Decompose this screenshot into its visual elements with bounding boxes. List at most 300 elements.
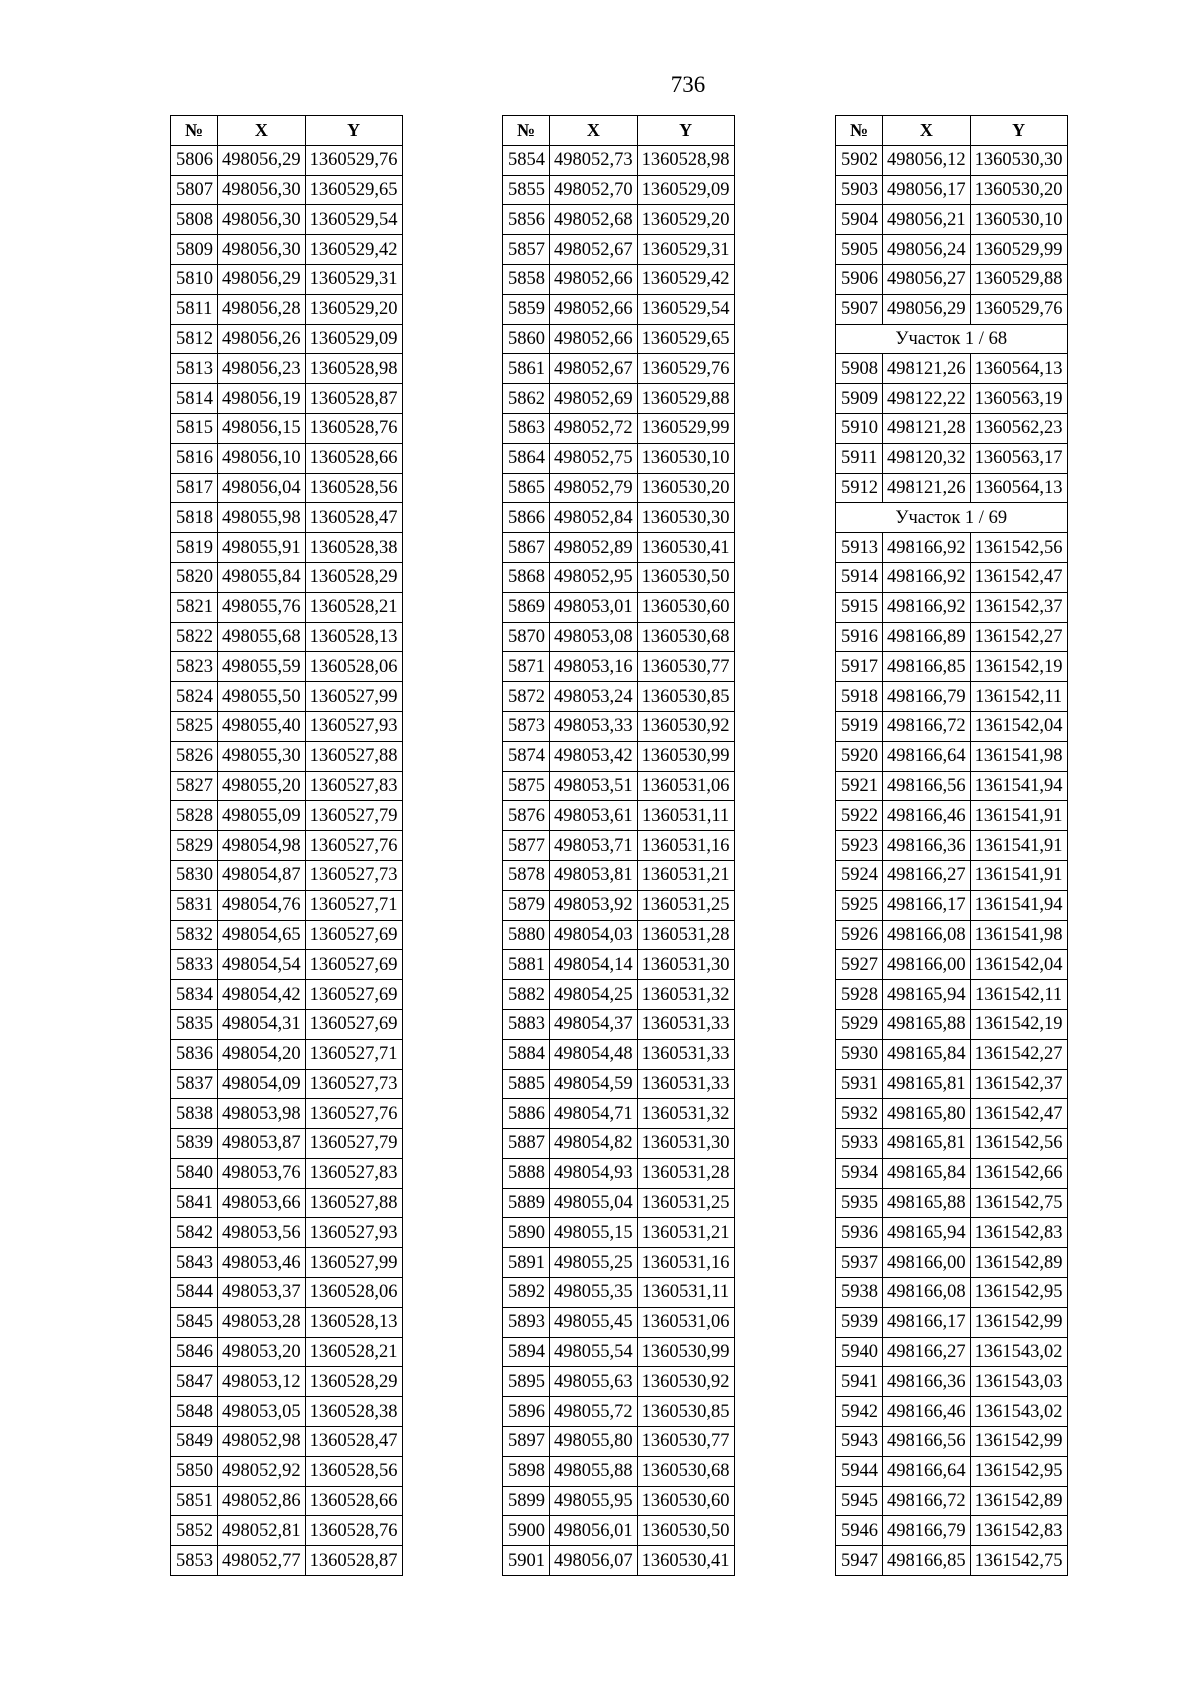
- y-coordinate: 1361542,95: [970, 1278, 1067, 1308]
- x-coordinate: 498053,92: [550, 890, 638, 920]
- point-number: 5896: [503, 1397, 550, 1427]
- table-row: [503, 980, 735, 1010]
- x-coordinate: 498121,26: [883, 473, 971, 503]
- y-coordinate: 1361542,19: [970, 652, 1067, 682]
- point-number: 5947: [836, 1546, 883, 1576]
- y-coordinate: 1360528,76: [305, 1516, 402, 1546]
- x-coordinate: 498166,36: [883, 1367, 971, 1397]
- point-number: 5811: [171, 294, 218, 324]
- x-coordinate: 498052,66: [550, 324, 638, 354]
- x-coordinate: 498166,08: [883, 1278, 971, 1308]
- table-row: [836, 890, 1068, 920]
- point-number: 5935: [836, 1188, 883, 1218]
- x-coordinate: 498055,30: [218, 741, 306, 771]
- table-row: [836, 592, 1068, 622]
- point-number: 5808: [171, 205, 218, 235]
- x-coordinate: 498053,16: [550, 652, 638, 682]
- y-coordinate: 1361542,75: [970, 1188, 1067, 1218]
- table-row: [503, 1307, 735, 1337]
- table-row: [171, 294, 403, 324]
- y-coordinate: 1360531,16: [637, 1248, 734, 1278]
- y-coordinate: 1360531,30: [637, 950, 734, 980]
- y-coordinate: 1361542,37: [970, 592, 1067, 622]
- y-coordinate: 1360530,41: [637, 1546, 734, 1576]
- table-row: [836, 1188, 1068, 1218]
- x-coordinate: 498054,09: [218, 1069, 306, 1099]
- table-header-row: [503, 116, 735, 146]
- y-coordinate: 1360527,76: [305, 831, 402, 861]
- table-row: [836, 1009, 1068, 1039]
- table-row: [836, 384, 1068, 414]
- table-row: [171, 682, 403, 712]
- header-y: Y: [637, 116, 734, 146]
- table-row: [503, 443, 735, 473]
- table-row: [836, 1248, 1068, 1278]
- point-number: 5822: [171, 622, 218, 652]
- point-number: 5885: [503, 1069, 550, 1099]
- y-coordinate: 1360528,66: [305, 1486, 402, 1516]
- table-row: [171, 354, 403, 384]
- x-coordinate: 498055,59: [218, 652, 306, 682]
- header-number: №: [171, 116, 218, 146]
- table-row: [503, 741, 735, 771]
- table-row: [503, 771, 735, 801]
- point-number: 5911: [836, 443, 883, 473]
- section-header-row: [836, 503, 1068, 533]
- point-number: 5886: [503, 1099, 550, 1129]
- y-coordinate: 1360531,16: [637, 831, 734, 861]
- table-row: [171, 145, 403, 175]
- y-coordinate: 1360529,09: [637, 175, 734, 205]
- y-coordinate: 1360529,20: [637, 205, 734, 235]
- point-number: 5869: [503, 592, 550, 622]
- point-number: 5888: [503, 1158, 550, 1188]
- table-row: [836, 235, 1068, 265]
- table-row: [503, 503, 735, 533]
- table-row: [836, 860, 1068, 890]
- point-number: 5880: [503, 920, 550, 950]
- y-coordinate: 1360528,38: [305, 1397, 402, 1427]
- y-coordinate: 1360531,11: [637, 801, 734, 831]
- table-row: [503, 413, 735, 443]
- y-coordinate: 1360528,13: [305, 1307, 402, 1337]
- y-coordinate: 1360530,68: [637, 622, 734, 652]
- point-number: 5860: [503, 324, 550, 354]
- x-coordinate: 498054,93: [550, 1158, 638, 1188]
- y-coordinate: 1360531,30: [637, 1129, 734, 1159]
- x-coordinate: 498120,32: [883, 443, 971, 473]
- header-x: X: [218, 116, 306, 146]
- x-coordinate: 498056,30: [218, 205, 306, 235]
- x-coordinate: 498053,46: [218, 1248, 306, 1278]
- table-row: [836, 1337, 1068, 1367]
- point-number: 5841: [171, 1188, 218, 1218]
- x-coordinate: 498056,23: [218, 354, 306, 384]
- table-row: [836, 264, 1068, 294]
- x-coordinate: 498166,17: [883, 890, 971, 920]
- point-number: 5864: [503, 443, 550, 473]
- x-coordinate: 498052,98: [218, 1427, 306, 1457]
- x-coordinate: 498053,12: [218, 1367, 306, 1397]
- y-coordinate: 1361541,91: [970, 860, 1067, 890]
- table-row: [836, 1069, 1068, 1099]
- point-number: 5843: [171, 1248, 218, 1278]
- x-coordinate: 498056,26: [218, 324, 306, 354]
- table-row: [503, 1397, 735, 1427]
- table-row: [836, 1158, 1068, 1188]
- point-number: 5859: [503, 294, 550, 324]
- point-number: 5847: [171, 1367, 218, 1397]
- y-coordinate: 1360528,76: [305, 413, 402, 443]
- point-number: 5910: [836, 413, 883, 443]
- table-row: [836, 950, 1068, 980]
- point-number: 5846: [171, 1337, 218, 1367]
- table-row: [503, 920, 735, 950]
- table-row: [503, 1486, 735, 1516]
- x-coordinate: 498052,69: [550, 384, 638, 414]
- x-coordinate: 498052,79: [550, 473, 638, 503]
- point-number: 5828: [171, 801, 218, 831]
- point-number: 5877: [503, 831, 550, 861]
- point-number: 5834: [171, 980, 218, 1010]
- x-coordinate: 498055,45: [550, 1307, 638, 1337]
- table-row: [171, 1158, 403, 1188]
- x-coordinate: 498053,51: [550, 771, 638, 801]
- y-coordinate: 1360562,23: [970, 413, 1067, 443]
- x-coordinate: 498166,17: [883, 1307, 971, 1337]
- x-coordinate: 498053,33: [550, 711, 638, 741]
- point-number: 5833: [171, 950, 218, 980]
- table-row: [836, 1516, 1068, 1546]
- point-number: 5817: [171, 473, 218, 503]
- point-number: 5898: [503, 1456, 550, 1486]
- y-coordinate: 1360530,20: [970, 175, 1067, 205]
- y-coordinate: 1360529,42: [637, 264, 734, 294]
- table-row: [171, 831, 403, 861]
- table-row: [171, 413, 403, 443]
- y-coordinate: 1360527,69: [305, 1009, 402, 1039]
- table-row: [503, 354, 735, 384]
- point-number: 5849: [171, 1427, 218, 1457]
- table-row: [171, 473, 403, 503]
- table-header-row: [171, 116, 403, 146]
- x-coordinate: 498166,79: [883, 682, 971, 712]
- point-number: 5856: [503, 205, 550, 235]
- x-coordinate: 498056,29: [218, 264, 306, 294]
- coordinate-table: [502, 115, 735, 1576]
- point-number: 5815: [171, 413, 218, 443]
- y-coordinate: 1360527,79: [305, 801, 402, 831]
- x-coordinate: 498166,56: [883, 771, 971, 801]
- x-coordinate: 498056,28: [218, 294, 306, 324]
- y-coordinate: 1361541,94: [970, 771, 1067, 801]
- table-row: [503, 264, 735, 294]
- point-number: 5939: [836, 1307, 883, 1337]
- table-row: [503, 592, 735, 622]
- point-number: 5875: [503, 771, 550, 801]
- x-coordinate: 498055,91: [218, 533, 306, 563]
- x-coordinate: 498053,05: [218, 1397, 306, 1427]
- point-number: 5930: [836, 1039, 883, 1069]
- table-row: [836, 1307, 1068, 1337]
- y-coordinate: 1360529,76: [305, 145, 402, 175]
- header-x: X: [883, 116, 971, 146]
- table-row: [171, 384, 403, 414]
- y-coordinate: 1361542,47: [970, 1099, 1067, 1129]
- point-number: 5901: [503, 1546, 550, 1576]
- table-row: [171, 503, 403, 533]
- x-coordinate: 498166,08: [883, 920, 971, 950]
- point-number: 5840: [171, 1158, 218, 1188]
- point-number: 5905: [836, 235, 883, 265]
- point-number: 5862: [503, 384, 550, 414]
- y-coordinate: 1360528,29: [305, 1367, 402, 1397]
- point-number: 5848: [171, 1397, 218, 1427]
- x-coordinate: 498166,64: [883, 741, 971, 771]
- point-number: 5884: [503, 1039, 550, 1069]
- table-row: [171, 443, 403, 473]
- table-row: [171, 950, 403, 980]
- section-title: Участок 1 / 69: [836, 503, 1068, 533]
- x-coordinate: 498052,66: [550, 294, 638, 324]
- table-row: [503, 860, 735, 890]
- table-row: [171, 1427, 403, 1457]
- table-row: [171, 205, 403, 235]
- x-coordinate: 498052,70: [550, 175, 638, 205]
- x-coordinate: 498053,01: [550, 592, 638, 622]
- table-row: [171, 711, 403, 741]
- table-row: [171, 175, 403, 205]
- table-row: [171, 801, 403, 831]
- x-coordinate: 498165,81: [883, 1069, 971, 1099]
- y-coordinate: 1361542,89: [970, 1248, 1067, 1278]
- point-number: 5838: [171, 1099, 218, 1129]
- point-number: 5881: [503, 950, 550, 980]
- point-number: 5928: [836, 980, 883, 1010]
- x-coordinate: 498054,20: [218, 1039, 306, 1069]
- point-number: 5878: [503, 860, 550, 890]
- x-coordinate: 498053,71: [550, 831, 638, 861]
- x-coordinate: 498056,01: [550, 1516, 638, 1546]
- x-coordinate: 498055,80: [550, 1427, 638, 1457]
- y-coordinate: 1360564,13: [970, 473, 1067, 503]
- coordinate-table: [835, 115, 1068, 1576]
- table-row: [503, 1367, 735, 1397]
- point-number: 5866: [503, 503, 550, 533]
- table-row: [171, 920, 403, 950]
- header-x: X: [550, 116, 638, 146]
- y-coordinate: 1360527,99: [305, 1248, 402, 1278]
- x-coordinate: 498053,37: [218, 1278, 306, 1308]
- point-number: 5900: [503, 1516, 550, 1546]
- point-number: 5814: [171, 384, 218, 414]
- x-coordinate: 498056,07: [550, 1546, 638, 1576]
- point-number: 5842: [171, 1218, 218, 1248]
- point-number: 5807: [171, 175, 218, 205]
- table-row: [171, 652, 403, 682]
- y-coordinate: 1360527,93: [305, 711, 402, 741]
- table-row: [503, 1427, 735, 1457]
- point-number: 5894: [503, 1337, 550, 1367]
- point-number: 5883: [503, 1009, 550, 1039]
- point-number: 5891: [503, 1248, 550, 1278]
- x-coordinate: 498055,09: [218, 801, 306, 831]
- table-row: [503, 652, 735, 682]
- y-coordinate: 1360530,99: [637, 741, 734, 771]
- x-coordinate: 498054,76: [218, 890, 306, 920]
- y-coordinate: 1360531,28: [637, 1158, 734, 1188]
- table-row: [171, 592, 403, 622]
- table-row: [503, 711, 735, 741]
- table-row: [171, 860, 403, 890]
- y-coordinate: 1360529,31: [637, 235, 734, 265]
- point-number: 5812: [171, 324, 218, 354]
- point-number: 5904: [836, 205, 883, 235]
- y-coordinate: 1361542,11: [970, 682, 1067, 712]
- section-header-row: [836, 324, 1068, 354]
- x-coordinate: 498055,63: [550, 1367, 638, 1397]
- x-coordinate: 498052,89: [550, 533, 638, 563]
- point-number: 5908: [836, 354, 883, 384]
- x-coordinate: 498052,68: [550, 205, 638, 235]
- x-coordinate: 498053,61: [550, 801, 638, 831]
- x-coordinate: 498053,87: [218, 1129, 306, 1159]
- table-row: [171, 1337, 403, 1367]
- x-coordinate: 498054,59: [550, 1069, 638, 1099]
- x-coordinate: 498165,84: [883, 1158, 971, 1188]
- x-coordinate: 498054,54: [218, 950, 306, 980]
- point-number: 5867: [503, 533, 550, 563]
- header-y: Y: [305, 116, 402, 146]
- point-number: 5929: [836, 1009, 883, 1039]
- x-coordinate: 498055,40: [218, 711, 306, 741]
- x-coordinate: 498052,67: [550, 235, 638, 265]
- point-number: 5813: [171, 354, 218, 384]
- point-number: 5827: [171, 771, 218, 801]
- table-row: [836, 831, 1068, 861]
- y-coordinate: 1360527,71: [305, 1039, 402, 1069]
- table-row: [171, 771, 403, 801]
- table-row: [171, 980, 403, 1010]
- table-row: [171, 622, 403, 652]
- section-title: Участок 1 / 68: [836, 324, 1068, 354]
- point-number: 5909: [836, 384, 883, 414]
- x-coordinate: 498053,76: [218, 1158, 306, 1188]
- x-coordinate: 498055,72: [550, 1397, 638, 1427]
- x-coordinate: 498166,92: [883, 592, 971, 622]
- table-row: [171, 1307, 403, 1337]
- point-number: 5870: [503, 622, 550, 652]
- table-row: [836, 1218, 1068, 1248]
- x-coordinate: 498054,71: [550, 1099, 638, 1129]
- x-coordinate: 498052,66: [550, 264, 638, 294]
- y-coordinate: 1360528,21: [305, 1337, 402, 1367]
- table-row: [171, 533, 403, 563]
- point-number: 5915: [836, 592, 883, 622]
- x-coordinate: 498055,95: [550, 1486, 638, 1516]
- table-header-row: [836, 116, 1068, 146]
- table-row: [171, 1456, 403, 1486]
- y-coordinate: 1361542,19: [970, 1009, 1067, 1039]
- x-coordinate: 498166,00: [883, 950, 971, 980]
- y-coordinate: 1360528,98: [637, 145, 734, 175]
- x-coordinate: 498165,84: [883, 1039, 971, 1069]
- y-coordinate: 1360530,10: [637, 443, 734, 473]
- table-row: [836, 175, 1068, 205]
- point-number: 5819: [171, 533, 218, 563]
- table-row: [836, 771, 1068, 801]
- y-coordinate: 1361541,98: [970, 920, 1067, 950]
- x-coordinate: 498166,46: [883, 1397, 971, 1427]
- point-number: 5809: [171, 235, 218, 265]
- y-coordinate: 1360530,30: [637, 503, 734, 533]
- x-coordinate: 498166,64: [883, 1456, 971, 1486]
- y-coordinate: 1361542,11: [970, 980, 1067, 1010]
- table-row: [503, 473, 735, 503]
- y-coordinate: 1360529,42: [305, 235, 402, 265]
- x-coordinate: 498122,22: [883, 384, 971, 414]
- y-coordinate: 1360531,33: [637, 1009, 734, 1039]
- x-coordinate: 498166,72: [883, 711, 971, 741]
- table-row: [503, 205, 735, 235]
- x-coordinate: 498053,66: [218, 1188, 306, 1218]
- point-number: 5925: [836, 890, 883, 920]
- point-number: 5873: [503, 711, 550, 741]
- y-coordinate: 1360529,99: [970, 235, 1067, 265]
- y-coordinate: 1361543,02: [970, 1397, 1067, 1427]
- point-number: 5941: [836, 1367, 883, 1397]
- point-number: 5850: [171, 1456, 218, 1486]
- table-row: [171, 562, 403, 592]
- point-number: 5890: [503, 1218, 550, 1248]
- table-row: [836, 801, 1068, 831]
- table-row: [836, 1427, 1068, 1457]
- point-number: 5832: [171, 920, 218, 950]
- header-number: №: [503, 116, 550, 146]
- y-coordinate: 1360528,29: [305, 562, 402, 592]
- y-coordinate: 1360528,47: [305, 1427, 402, 1457]
- x-coordinate: 498165,80: [883, 1099, 971, 1129]
- x-coordinate: 498054,03: [550, 920, 638, 950]
- y-coordinate: 1360530,99: [637, 1337, 734, 1367]
- y-coordinate: 1361542,27: [970, 1039, 1067, 1069]
- y-coordinate: 1360529,09: [305, 324, 402, 354]
- y-coordinate: 1360530,41: [637, 533, 734, 563]
- x-coordinate: 498055,04: [550, 1188, 638, 1218]
- y-coordinate: 1360530,92: [637, 1367, 734, 1397]
- y-coordinate: 1360527,83: [305, 1158, 402, 1188]
- point-number: 5945: [836, 1486, 883, 1516]
- x-coordinate: 498165,81: [883, 1129, 971, 1159]
- x-coordinate: 498055,98: [218, 503, 306, 533]
- table-row: [836, 682, 1068, 712]
- point-number: 5897: [503, 1427, 550, 1457]
- y-coordinate: 1360528,06: [305, 652, 402, 682]
- y-coordinate: 1360527,99: [305, 682, 402, 712]
- y-coordinate: 1360531,25: [637, 890, 734, 920]
- y-coordinate: 1360530,50: [637, 562, 734, 592]
- y-coordinate: 1360528,13: [305, 622, 402, 652]
- y-coordinate: 1361543,03: [970, 1367, 1067, 1397]
- point-number: 5861: [503, 354, 550, 384]
- y-coordinate: 1360527,71: [305, 890, 402, 920]
- x-coordinate: 498166,79: [883, 1516, 971, 1546]
- x-coordinate: 498055,88: [550, 1456, 638, 1486]
- point-number: 5854: [503, 145, 550, 175]
- y-coordinate: 1360527,76: [305, 1099, 402, 1129]
- y-coordinate: 1360531,21: [637, 1218, 734, 1248]
- table-row: [171, 1129, 403, 1159]
